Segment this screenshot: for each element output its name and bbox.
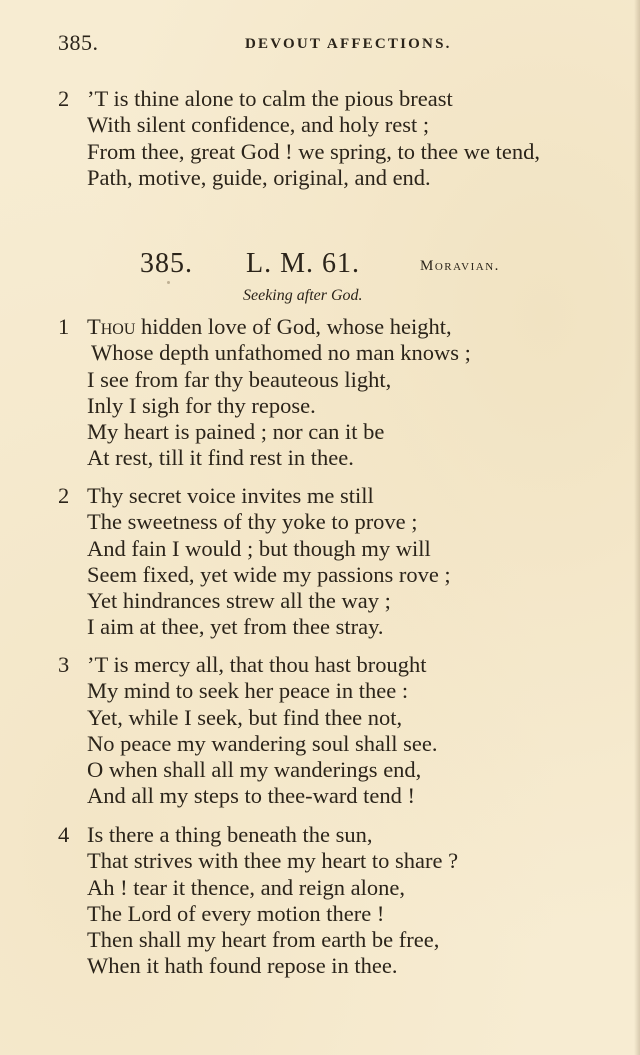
first-word: Thou [87, 314, 136, 339]
verse-line: From thee, great God ! we spring, to thee we tend, [87, 138, 540, 164]
stanza-number: 3 [58, 652, 70, 677]
verse-line: Is there a thing beneath the sun, [87, 822, 373, 847]
verse-line: Then shall my heart from earth be free, [87, 927, 440, 953]
verse-line: I see from far thy beauteous light, [87, 366, 392, 392]
first-line-rest: hidden love of God, whose height, [135, 314, 452, 339]
verse-line: My heart is pained ; nor can it be [87, 419, 385, 445]
verse-line: With silent confidence, and holy rest ; [87, 112, 430, 138]
stanza-lines [87, 822, 458, 980]
verse-line: Yet, while I seek, but find thee not, [87, 704, 403, 730]
verse-line: My mind to seek her peace in thee : [87, 678, 409, 704]
verse-line: That strives with thee my heart to share ? [87, 848, 459, 874]
ink-speck [167, 281, 170, 284]
verse-line: Ah ! tear it thence, and reign alone, [87, 874, 405, 900]
stanza-lines [87, 314, 471, 472]
stanza-number: 2 [58, 483, 70, 508]
verse-line: When it hath found repose in thee. [87, 953, 398, 979]
verse-line: O when shall all my wanderings end, [87, 757, 422, 783]
stanza-lines [87, 86, 540, 191]
verse-line: The sweetness of thy yoke to prove ; [87, 509, 418, 535]
stanza-number: 1 [58, 314, 70, 339]
verse-line: ’T is mercy all, that thou hast brought [87, 652, 427, 677]
verse-line-first [87, 314, 471, 340]
stanza-lines [87, 652, 438, 810]
verse-line: ’T is thine alone to calm the pious breast [87, 86, 453, 111]
verse-line: No peace my wandering soul shall see. [87, 730, 438, 756]
stanza-number: 4 [58, 822, 70, 847]
verse-line: Path, motive, guide, original, and end. [87, 164, 431, 190]
verse-line: And all my steps to thee-ward tend ! [87, 783, 416, 809]
page-number: 385. [58, 30, 99, 55]
running-title: DEVOUT AFFECTIONS. [245, 36, 452, 52]
verse-line: At rest, till it find rest in thee. [87, 445, 354, 471]
verse-line: And fain I would ; but though my will [87, 535, 431, 561]
verse-line: Whose depth unfathomed no man knows ; [91, 340, 471, 366]
stanza-number: 2 [58, 86, 70, 111]
verse-line: The Lord of every motion there ! [87, 900, 385, 926]
verse-line: Seem fixed, yet wide my passions rove ; [87, 561, 451, 587]
hymn-tune: Moravian. [420, 258, 500, 274]
page-edge-shadow [634, 0, 640, 1055]
verse-line: Thy secret voice invites me still [87, 483, 374, 508]
hymn-number: 385. [140, 248, 193, 279]
verse-line: Inly I sigh for thy repose. [87, 392, 316, 418]
verse-line: I aim at thee, yet from thee stray. [87, 614, 384, 640]
stanza-lines [87, 483, 451, 641]
hymn-meter: L. M. 61. [246, 248, 360, 279]
hymn-theme: Seeking after God. [243, 287, 363, 304]
verse-line: Yet hindrances strew all the way ; [87, 588, 391, 614]
